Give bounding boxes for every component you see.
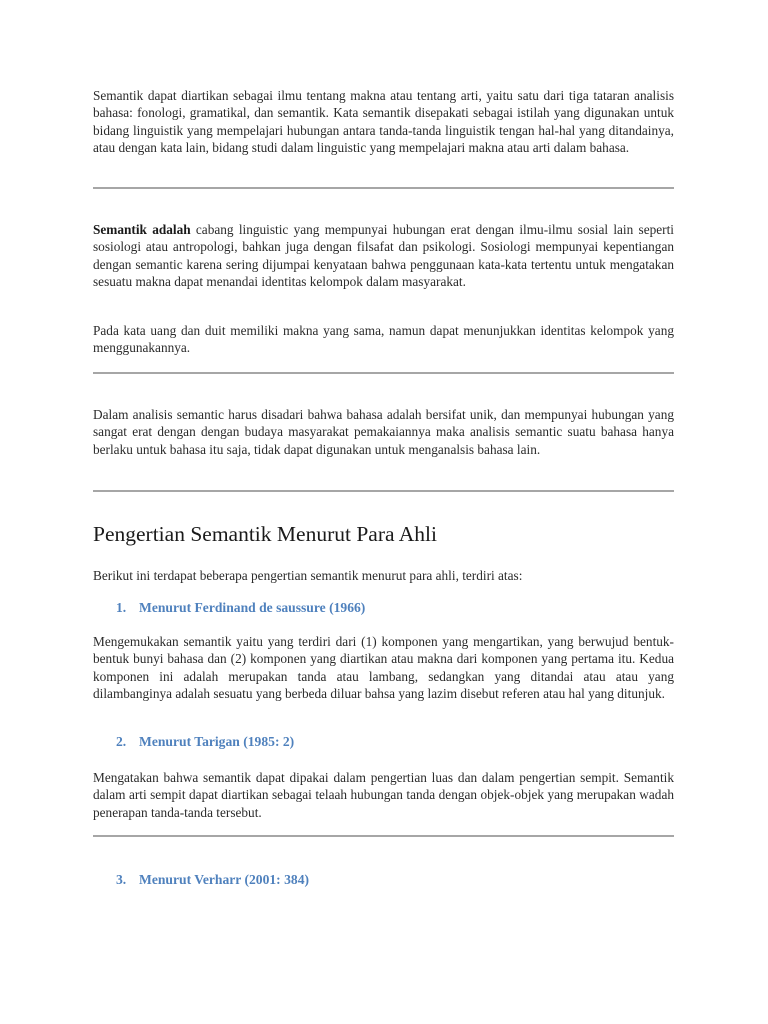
list-number: 2. <box>116 734 127 749</box>
expert-paragraph: Mengatakan bahwa semantik dapat dipakai dalam pengertian luas dan dalam pengertian sempit. Semantik dalam arti sempit dapat diartikan sebagai telaah hubungan tanda dengan objek-objek yang merupakan wadah penerapan tanda-tanda tersebut. <box>93 770 674 820</box>
expert-name: Menurut Verharr (2001: 384) <box>139 872 310 887</box>
example-paragraph: Pada kata uang dan duit memiliki makna yang sama, namun dapat menunjukkan identitas kelompok yang menggunakannya. <box>93 323 674 356</box>
expert-name: Menurut Ferdinand de saussure (1966) <box>139 600 366 615</box>
expert-item-title <box>116 600 365 616</box>
analysis-paragraph: Dalam analisis semantic harus disadari bahwa bahasa adalah bersifat unik, dan mempunyai hubungan yang sangat erat dengan dengan budaya masyarakat pemakaiannya maka analisis semantic suatu bahasa hanya berlaku untuk bahasa itu saja, tidak dapat digunakan untuk menganalsis bahasa lain. <box>93 407 674 457</box>
section-heading: Pengertian Semantik Menurut Para Ahli <box>93 522 437 546</box>
divider <box>93 490 674 492</box>
expert-item-title <box>116 872 309 888</box>
divider <box>93 835 674 837</box>
section-intro: Berikut ini terdapat beberapa pengertian semantik menurut para ahli, terdiri atas: <box>93 568 523 583</box>
definition-paragraph <box>93 221 674 291</box>
definition-bold-lead: Semantik adalah <box>93 222 191 237</box>
expert-paragraph: Mengemukakan semantik yaitu yang terdiri dari (1) komponen yang mengartikan, yang berwujud bentuk-bentuk bunyi bahasa dan (2) komponen yang diartikan atau makna dari komponen yang pertama itu. Kedua komponen ini adalah merupakan tanda atau lambang, sedangkan yang ditandai atau atau yang dilambanginya adalah sesuatu yang berbeda diluar bahsa yang lazim disebut referen atau hal yang ditunjuk. <box>93 634 674 702</box>
divider <box>93 187 674 189</box>
divider <box>93 372 674 374</box>
expert-name: Menurut Tarigan (1985: 2) <box>139 734 295 749</box>
expert-item-title <box>116 734 294 750</box>
list-number: 3. <box>116 872 127 887</box>
definition-text: cabang linguistic yang mempunyai hubungan erat dengan ilmu-ilmu sosial lain seperti sosiologi atau antropologi, bahkan juga dengan filsafat dan psikologi. Sosiologi mempunyai kepentiangan dengan semantic karena sering dijumpai kenyataan bahwa penggunaan kata-kata tertentu untuk mengatakan sesuatu makna dapat menandai identitas kelompok dalam masyarakat. <box>93 222 674 290</box>
list-number: 1. <box>116 600 127 615</box>
intro-paragraph: Semantik dapat diartikan sebagai ilmu tentang makna atau tentang arti, yaitu satu dari tiga tataran analisis bahasa: fonologi, gramatikal, dan semantik. Kata semantik disepakati sebagai istilah yang digunakan untuk bidang linguistik yang mempelajari hubungan antara tanda-tanda linguistik tengan hal-hal yang ditandainya, atau dengan kata lain, bidang studi dalam linguistic yang mempelajari makna atau arti dalam bahasa. <box>93 88 674 156</box>
